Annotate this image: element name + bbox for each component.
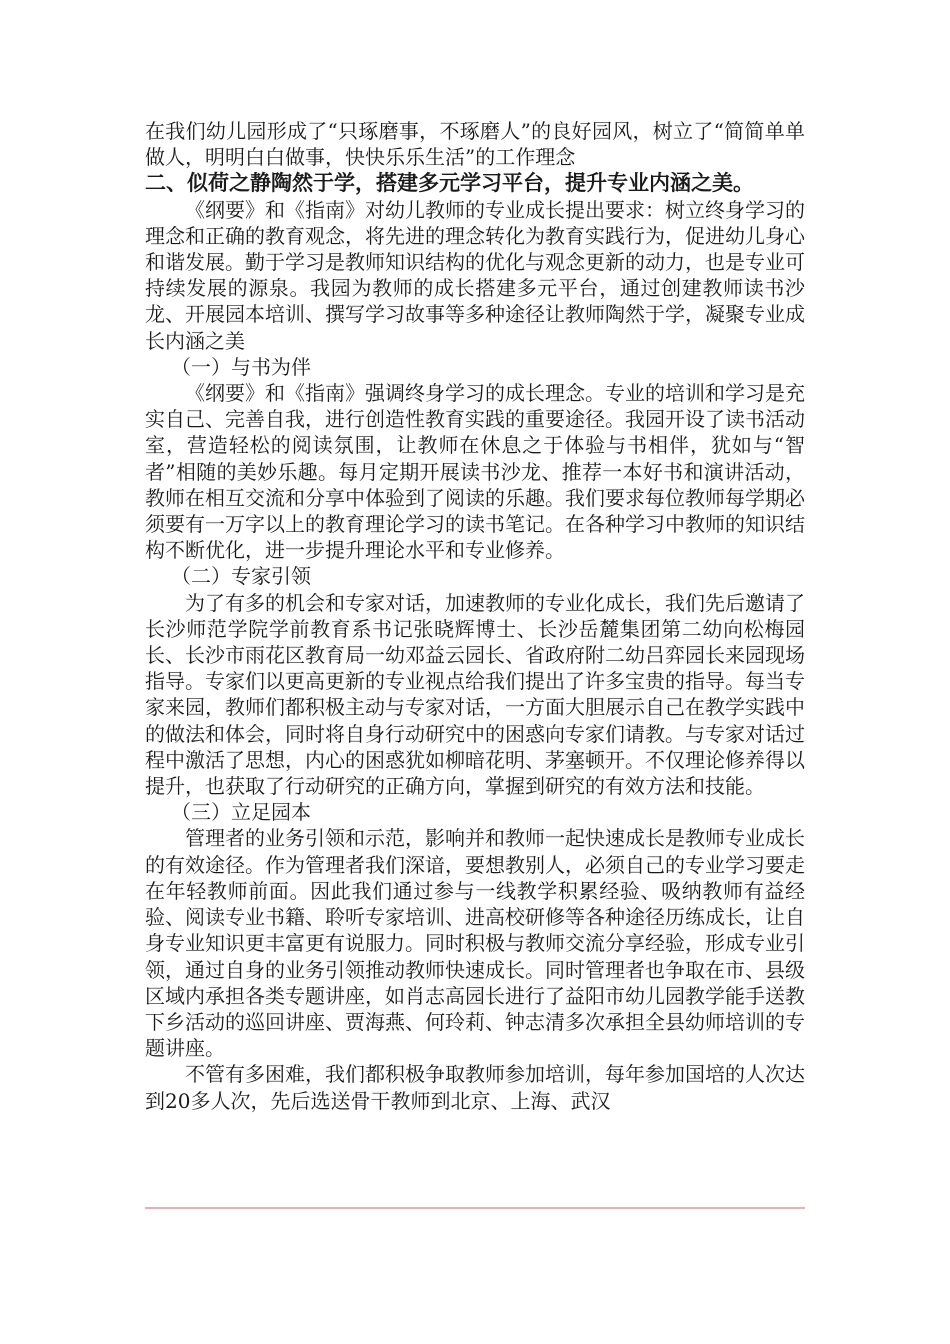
paragraph: 管理者的业务引领和示范，影响并和教师一起快速成长是教师专业成长的有效途径。作为管理者我们深谙，要想教别人，必须自己的专业学习要走在年轻教师前面。因此我们通过参与一线教学积累经验、吸纳教师有益经验、阅读专业书籍、聆听专家培训、进高校研修等各种途径历练成长，让自身专业知识更丰富更有说服力。同时积极与教师交流分享经验，形成专业引领，通过自身的业务引领推动教师快速成长。同时管理者也争取在市、县级区域内承担各类专题讲座，如肖志高园长进行了益阳市幼儿园教学能手送教下乡活动的巡回讲座、贾海燕、何玲莉、钟志清多次承担全县幼师培训的专题讲座。 xyxy=(145,826,805,1061)
footer-divider xyxy=(145,1207,805,1209)
subsection-heading: （一）与书为伴 xyxy=(171,354,311,379)
paragraph: 不管有多困难，我们都积极争取教师参加培训，每年参加国培的人次达到20多人次，先后选送骨干教师到北京、上海、武汉 xyxy=(145,1062,805,1113)
paragraph: 《纲要》和《指南》强调终身学习的成长理念。专业的培训和学习是充实自己、完善自我，进行创造性教育实践的重要途径。我园开设了读书活动室，营造轻松的阅读氛围，让教师在休息之于体验与书相伴，犹如与“智者”相随的美妙乐趣。每月定期开展读书沙龙、推荐一本好书和演讲活动，教师在相互交流和分享中体验到了阅读的乐趣。我们要求每位教师每学期必须要有一万字以上的教育理论学习的读书笔记。在各种学习中教师的知识结构不断优化，进一步提升理论水平和专业修养。 xyxy=(145,381,805,563)
subsection-heading: （二）专家引领 xyxy=(171,564,311,589)
paragraph: 为了有多的机会和专家对话，加速教师的专业化成长，我们先后邀请了长沙师范学院学前教育系书记张晓辉博士、长沙岳麓集团第二幼向松梅园长、长沙市雨花区教育局一幼邓益云园长、省政府附二幼吕弈园长来园现场指导。专家们以更高更新的专业视点给我们提出了许多宝贵的指导。每当专家来园，教师们都积极主动与专家对话，一方面大胆展示自己在教学实践中的做法和体会，同时将自身行动研究中的困惑向专家们请教。与专家对话过程中激活了思想，内心的困惑犹如柳暗花明、茅塞顿开。不仅理论修养得以提升，也获取了行动研究的正确方向，掌握到研究的有效方法和技能。 xyxy=(145,590,805,799)
paragraph: 《纲要》和《指南》对幼儿教师的专业成长提出要求：树立终身学习的理念和正确的教育观念，将先进的理念转化为教育实践行为，促进幼儿身心和谐发展。勤于学习是教师知识结构的优化与观念更新的动力，也是专业可持续发展的源泉。我园为教师的成长搭建多元平台，通过创建教师读书沙龙、开展园本培训、撰写学习故事等多种途径让教师陶然于学，凝聚专业成长内涵之美 xyxy=(145,197,805,353)
paragraph: 在我们幼儿园形成了“只琢磨事，不琢磨人”的良好园风，树立了“简简单单做人，明明白白做事，快快乐乐生活”的工作理念 xyxy=(145,119,805,170)
document-body xyxy=(145,118,805,1114)
subsection-heading: （三）立足园本 xyxy=(171,800,311,825)
section-heading: 二、似荷之静陶然于学，搭建多元学习平台，提升专业内涵之美。 xyxy=(145,170,754,196)
